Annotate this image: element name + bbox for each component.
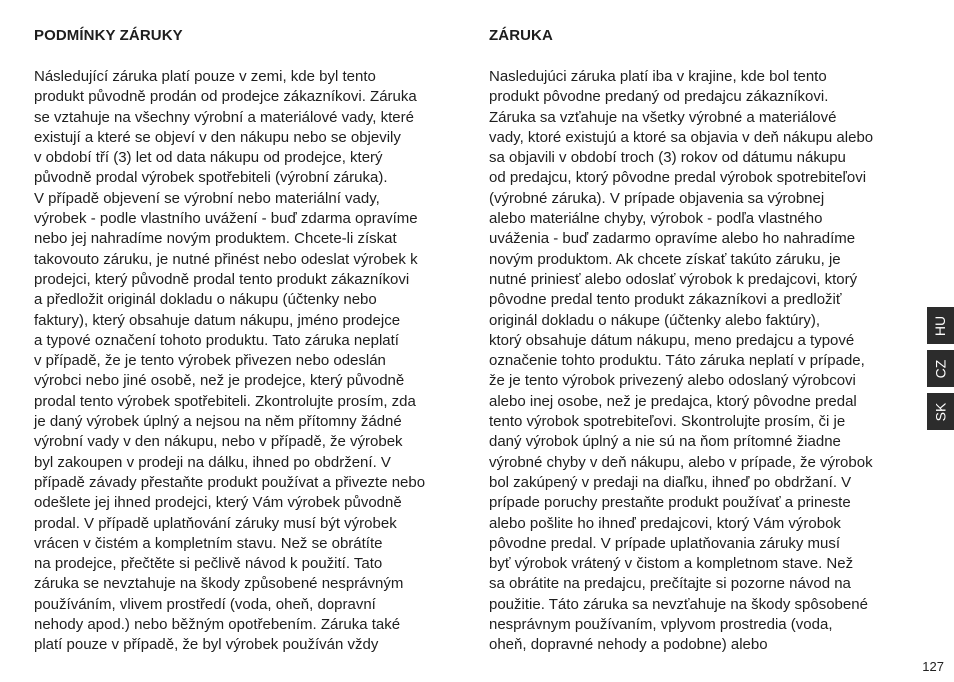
text-line: na prodejce, přečtěte si pečlivě návod k použití. Tato xyxy=(34,555,383,573)
text-line: byl zakoupen v prodeji na dálku, ihned po obdržení. V xyxy=(34,453,391,471)
text-line: v období tří (3) let od data nákupu od prodejce, který xyxy=(34,149,383,167)
text-line: Nasledujúci záruka platí iba v krajine, kde bol tento xyxy=(489,68,827,85)
text-line: že je tento výrobok privezený alebo odoslaný výrobcovi xyxy=(489,372,856,390)
text-line: a typové označení tohoto produktu. Tato záruka neplatí xyxy=(34,331,399,349)
text-line: uváženia - buď zadarmo opravíme alebo ho nahradíme xyxy=(489,230,856,248)
language-tab-cz-label: CZ xyxy=(932,359,949,378)
text-line: ktorý obsahuje dátum nákupu, meno predajcu a typové xyxy=(489,331,855,349)
text-line: (výrobné záruka). V prípade objavenia sa výrobnej xyxy=(489,189,825,207)
right-column-heading: ZÁRUKA xyxy=(489,27,553,44)
left-column xyxy=(34,26,470,656)
text-line: záruka se nevztahuje na škody způsobené nesprávným xyxy=(34,575,404,593)
text-line: byť výrobok vrátený v čistom a kompletnom stave. Než xyxy=(489,555,854,573)
text-line: použitie. Táto záruka sa nevzťahuje na škody spôsobené xyxy=(489,595,868,613)
text-line: výrobek - podle vlastního uvážení - buď zdarma opravíme xyxy=(34,210,418,228)
text-line: platí pouze v případě, že byl výrobek používán vždy xyxy=(34,636,379,654)
text-line: takovouto záruku, je nutné přinést nebo odeslat výrobek k xyxy=(34,250,418,268)
text-line: alebo materiálne chyby, výrobok - podľa vlastného xyxy=(489,210,823,228)
text-line: nutné priniesť alebo odoslať výrobok k predajcovi, ktorý xyxy=(489,270,858,288)
text-line: bol zakúpený v predaji na diaľku, ihneď po obdržaní. V xyxy=(489,473,852,491)
text-line: nehody apod.) nebo běžným opotřebením. Záruka také xyxy=(34,616,401,634)
text-line: je daný výrobek úplný a nejsou na něm přítomny žádné xyxy=(34,413,402,431)
text-line: v případě, že je tento výrobek přivezen nebo odeslán xyxy=(34,352,386,370)
text-line: Záruka sa vzťahuje na všetky výrobné a materiálové xyxy=(489,108,837,126)
text-line: prípade poruchy prestaňte produkt používať a prineste xyxy=(489,494,851,512)
text-line: faktury), který obsahuje datum nákupu, jméno prodejce xyxy=(34,311,401,329)
text-line: vady, ktoré existujú a ktoré sa objavia v deň nákupu alebo xyxy=(489,128,874,146)
text-line: produkt pôvodne predaný od predajcu zákazníkovi. xyxy=(489,88,829,106)
text-line: sa objavili v období troch (3) rokov od dátumu nákupu xyxy=(489,149,846,167)
text-line: prodejci, který původně prodal tento produkt zákazníkovi xyxy=(34,270,410,288)
language-tabs xyxy=(927,307,954,436)
text-line: výrobci nebo jiné osobě, než je prodejce, který původně xyxy=(34,372,405,390)
text-line: prodal. V případě uplatňování záruky musí být výrobek xyxy=(34,514,397,532)
language-tab-hu[interactable] xyxy=(927,307,954,344)
text-line: prodal tento výrobek spotřebiteli. Zkontrolujte prosím, zda xyxy=(34,392,416,410)
left-column-text xyxy=(34,67,470,656)
text-line: nebo jej nahradíme novým produktem. Chcete-li získat xyxy=(34,230,397,248)
text-line: původně prodal výrobek spotřebiteli (výrobní záruka). xyxy=(34,169,388,187)
text-line: originál dokladu o nákupe (účtenky alebo faktúry), xyxy=(489,311,821,329)
language-tab-hu-label: HU xyxy=(932,315,949,336)
text-line: existují a které se objeví v den nákupu nebo se objevily xyxy=(34,128,401,146)
text-line: vrácen v čistém a kompletním stavu. Než se obrátíte xyxy=(34,534,383,552)
text-line: nesprávnym používaním, vplyvom prostredia (voda, xyxy=(489,616,833,634)
text-line: novým produktom. Ak chcete získať takúto záruku, je xyxy=(489,250,841,268)
text-line: Následující záruka platí pouze v zemi, kde byl tento xyxy=(34,68,376,85)
text-line: pôvodne predal. V prípade uplatňovania záruky musí xyxy=(489,534,841,552)
text-line: označenie tohto produktu. Táto záruka neplatí v prípade, xyxy=(489,352,865,370)
page-number: 127 xyxy=(922,659,944,674)
text-line: oheň, dopravné nehody a podobne) alebo xyxy=(489,636,768,654)
left-column-heading: PODMÍNKY ZÁRUKY xyxy=(34,27,183,44)
text-line: se vztahuje na všechny výrobní a materiálové vady, které xyxy=(34,108,414,126)
language-tab-cz[interactable] xyxy=(927,350,954,387)
text-line: používáním, vlivem prostředí (voda, oheň, dopravní xyxy=(34,595,376,613)
text-line: daný výrobok úplný a nie sú na ňom prítomné žiadne xyxy=(489,433,841,451)
text-line: pôvodne predal tento produkt zákazníkovi a predložiť xyxy=(489,291,842,309)
text-line: sa obrátite na predajcu, prečítajte si pozorne návod na xyxy=(489,575,851,593)
text-line: a předložit originál dokladu o nákupu (účtenky nebo xyxy=(34,291,377,309)
text-line: tento výrobok spotrebiteľovi. Skontrolujte prosím, či je xyxy=(489,413,846,431)
text-line: V případě objevení se výrobní nebo materiální vady, xyxy=(34,189,380,207)
text-line: alebo pošlite ho ihneď predajcovi, ktorý Vám výrobok xyxy=(489,514,841,532)
right-column-text xyxy=(489,67,925,656)
text-line: produkt původně prodán od prodejce zákazníkovi. Záruka xyxy=(34,88,417,106)
text-line: výrobní vady v den nákupu, nebo v případě, že výrobek xyxy=(34,433,403,451)
language-tab-sk-label: SK xyxy=(932,402,949,421)
text-line: alebo inej osobe, než je predajca, ktorý pôvodne predal xyxy=(489,392,857,410)
language-tab-sk[interactable] xyxy=(927,393,954,430)
text-line: výrobné chyby v deň nákupu, alebo v prípade, že výrobok xyxy=(489,453,873,471)
text-line: odešlete jej ihned prodejci, který Vám výrobek původně xyxy=(34,494,402,512)
text-line: případě závady přestaňte produkt používat a přivezte nebo xyxy=(34,473,426,491)
text-line: od predajcu, ktorý pôvodne predal výrobok spotrebiteľovi xyxy=(489,169,867,187)
right-column xyxy=(489,26,925,656)
